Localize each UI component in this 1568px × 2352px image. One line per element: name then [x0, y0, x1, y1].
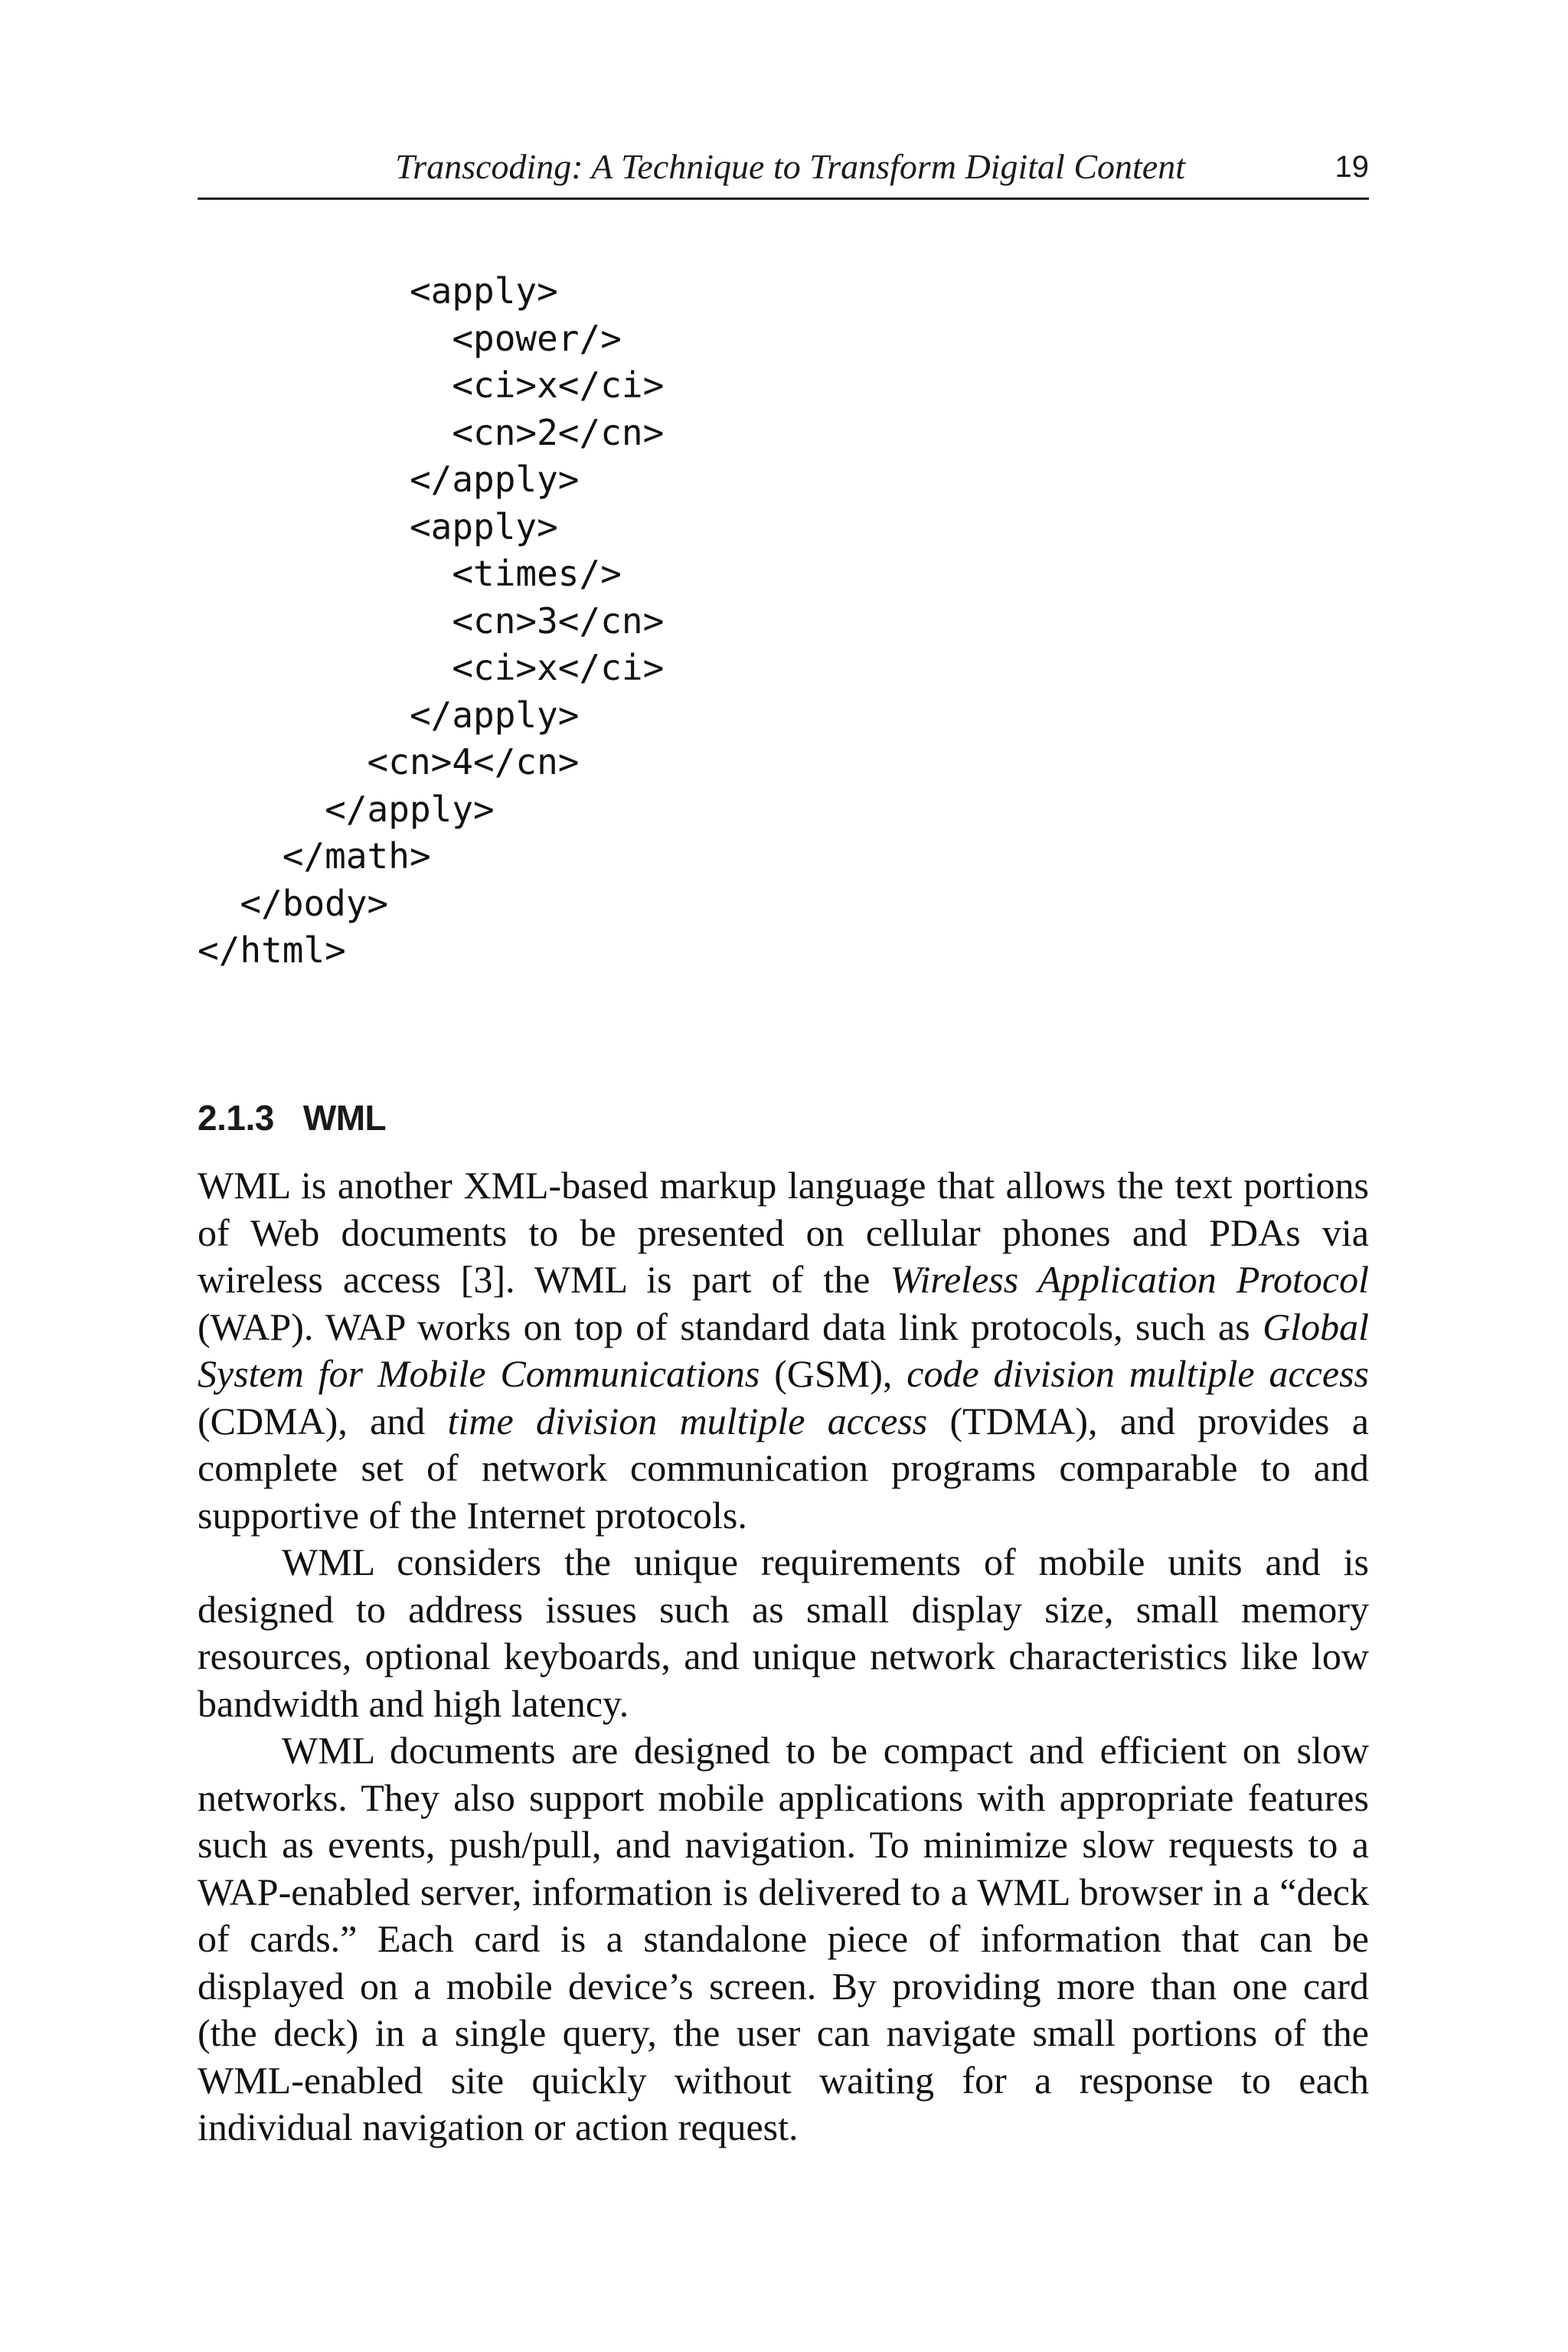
paragraph-text: (CDMA), and — [198, 1399, 448, 1442]
paragraph — [198, 1162, 1369, 1539]
code-listing — [198, 268, 664, 975]
paragraph-text: WML is another XML-based markup language that allows the text portions of Web documents to be presented on cellular phones and PDAs via wireless access [3]. WML is part of the — [198, 1164, 1369, 1301]
code-line: <cn>3</cn> — [198, 599, 665, 642]
running-title: Transcoding: A Technique to Transform Digital Content — [395, 147, 1185, 186]
paragraph-text: (WAP). WAP works on top of standard data link protocols, such as — [198, 1305, 1263, 1348]
section-title: WML — [302, 1098, 387, 1138]
paragraph: WML considers the unique requirements of mobile units and is designed to address issues such as small display size, small memory resources, optional keyboards, and unique network characteristics like low bandwidth and high latency. — [198, 1540, 1369, 1725]
page-number: 19 — [1334, 150, 1369, 184]
code-line: </body> — [198, 882, 389, 924]
emphasis-term: Wireless Application Protocol — [890, 1258, 1369, 1301]
body-text — [198, 1162, 1369, 2151]
code-line: </html> — [198, 929, 346, 971]
emphasis-term: time division multiple access — [447, 1399, 928, 1442]
running-header — [198, 145, 1369, 200]
code-line: <ci>x</ci> — [198, 647, 665, 688]
code-line: </apply> — [198, 788, 495, 830]
code-line: <power/> — [198, 317, 622, 359]
emphasis-term: code division multiple access — [906, 1352, 1369, 1395]
code-line: </apply> — [198, 694, 580, 736]
code-line: <apply> — [198, 270, 558, 312]
code-line: <apply> — [198, 505, 558, 547]
code-line: <cn>4</cn> — [198, 741, 580, 782]
code-line: </math> — [198, 835, 431, 877]
paragraph: WML documents are designed to be compact and efficient on slow networks. They also support mobile applications with appropriate features such as events, push/pull, and navigation. To minimize slow requests to a WAP-enabled server, information is delivered to a WML browser in a “deck of cards.” Each card is a standalone piece of information that can be displayed on a mobile device’s screen. By providing more than one card (the deck) in a single query, the user can navigate small portions of the WML-enabled site quickly without waiting for a response to each individual navigation or action request. — [198, 1729, 1369, 2148]
code-line: <cn>2</cn> — [198, 411, 665, 453]
paragraph-text: (GSM), — [760, 1352, 907, 1395]
code-line: <ci>x</ci> — [198, 364, 665, 406]
paragraph-text: (TDMA), and provides a complete set of network communication programs comparable to and supportive of the Internet protocols. — [198, 1399, 1369, 1537]
section-heading — [198, 1095, 386, 1141]
emphasis-term: Global System for Mobile Communications — [198, 1305, 1369, 1395]
code-line: </apply> — [198, 459, 580, 500]
code-line: <times/> — [198, 553, 622, 594]
section-number: 2.1.3 — [198, 1098, 274, 1138]
